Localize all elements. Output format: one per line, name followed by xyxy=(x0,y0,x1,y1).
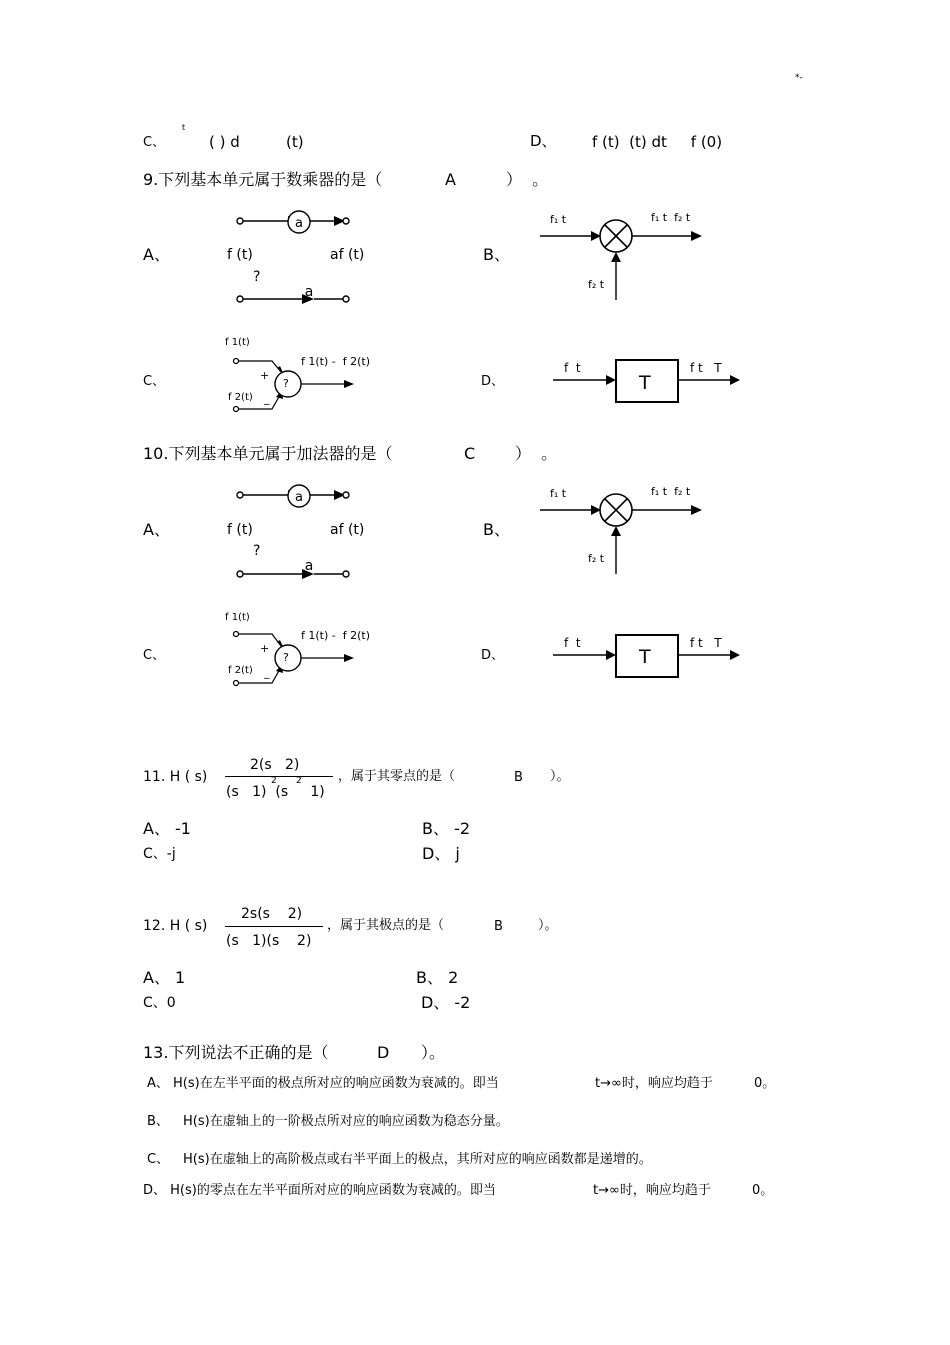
coef-label-2: a xyxy=(304,558,314,574)
q12-option-c: C、0 xyxy=(143,995,176,1011)
q13-option-c-label: C、 xyxy=(147,1152,170,1167)
q10-option-a-input: f (t) xyxy=(227,522,253,538)
q9-option-a-q: ? xyxy=(253,269,261,285)
q10-d-T: T xyxy=(639,646,651,668)
q10-b-f2: f₂ t xyxy=(588,552,605,565)
q10-option-b-label: B、 xyxy=(483,520,510,539)
q8-option-c-label: C、 xyxy=(143,135,166,150)
q10-answer: C xyxy=(464,444,476,463)
q9-option-d-label: D、 xyxy=(481,374,505,389)
q10-d-input: f t xyxy=(564,636,581,650)
q8-option-d-label: D、 xyxy=(530,132,557,150)
q11-suffix: ，属于其零点的是（ xyxy=(338,769,456,784)
q9-b-product: f₁ t f₂ t xyxy=(651,211,691,224)
q8-option-d-expr: f (t) (t) dt f (0) xyxy=(592,133,723,151)
coef-label: a xyxy=(295,216,303,231)
q10-c-f1: f 1(t) xyxy=(225,612,250,623)
q11-answer: B xyxy=(514,770,523,785)
q13-stem: 13.下列说法不正确的是（ xyxy=(143,1043,329,1062)
q11-close: ）。 xyxy=(550,769,570,784)
coef-label: a xyxy=(295,490,303,505)
q10-option-a-label: A、 xyxy=(143,520,170,539)
q10-c-f2: f 2(t) xyxy=(228,665,253,676)
q10-option-a-output: af (t) xyxy=(330,522,365,538)
q8-option-c-expr2: (t) xyxy=(286,133,304,151)
q9-option-a-output: af (t) xyxy=(330,247,365,263)
q10-option-d-label: D、 xyxy=(481,648,505,663)
q10-b-product: f₁ t f₂ t xyxy=(651,485,691,498)
q13-option-b: H(s)在虚轴上的一阶极点所对应的响应函数为稳态分量。 xyxy=(183,1114,509,1129)
q11-option-a: A、 -1 xyxy=(143,819,191,838)
q12-prefix: 12. H ( s) xyxy=(143,918,208,934)
q11-option-c: C、-j xyxy=(143,846,176,862)
q10-c-q: ? xyxy=(283,651,289,664)
q12-option-d: D、 -2 xyxy=(421,993,471,1012)
q8-option-c-expr: ( ) d xyxy=(209,133,240,151)
q9-answer: A xyxy=(445,170,456,189)
q9-option-a-label: A、 xyxy=(143,245,170,264)
q13-option-d-cont: t→∞时，响应均趋于 xyxy=(593,1183,711,1198)
q12-numerator: 2s(s 2) xyxy=(241,906,303,922)
q12-close: ）。 xyxy=(538,918,558,933)
q9-d-T: T xyxy=(639,372,651,394)
q12-option-a: A、 1 xyxy=(143,968,186,987)
q9-c-plus: + xyxy=(260,369,270,382)
q13-option-b-label: B、 xyxy=(147,1114,169,1129)
q9-option-a-input: f (t) xyxy=(227,247,253,263)
q11-fraction-bar xyxy=(225,776,333,777)
q10-stem: 10.下列基本单元属于加法器的是（ xyxy=(143,444,393,463)
q9-c-f1: f 1(t) xyxy=(225,337,250,348)
q13-answer: D xyxy=(377,1043,390,1062)
q9-d-input: f t xyxy=(564,361,581,375)
q13-option-d: D、 H(s)的零点在左半平面所对应的响应函数为衰减的。即当 xyxy=(143,1183,496,1198)
q11-sup1: 2 xyxy=(271,776,277,786)
q9-stem: 9.下列基本单元属于数乘器的是（ xyxy=(143,170,383,189)
q10-option-a-q: ? xyxy=(253,543,261,559)
q10-option-c-label: C、 xyxy=(143,648,166,663)
q12-suffix: ，属于其极点的是（ xyxy=(327,918,445,933)
q11-denominator: (s 1) (s 1) xyxy=(226,784,325,800)
q10-c-minus: _ xyxy=(264,666,270,679)
q9-close: ） 。 xyxy=(506,170,549,189)
q12-denominator: (s 1)(s 2) xyxy=(226,933,312,949)
q11-option-d: D、 j xyxy=(422,844,460,863)
q9-c-minus: _ xyxy=(264,392,270,405)
q9-c-f2: f 2(t) xyxy=(228,392,253,403)
q13-close: ）。 xyxy=(421,1043,446,1062)
q13-option-a-cont: t→∞时，响应均趋于 xyxy=(595,1076,713,1091)
q13-option-c: H(s)在虚轴上的高阶极点或右半平面上的极点，其所对应的响应函数都是递增的。 xyxy=(183,1152,652,1167)
q9-c-sum: f 1(t) - f 2(t) xyxy=(301,355,370,368)
q9-option-b-label: B、 xyxy=(483,245,510,264)
q9-d-output: f t T xyxy=(690,361,722,375)
q13-option-a-end: 0。 xyxy=(754,1076,776,1091)
q10-c-plus: + xyxy=(260,642,270,655)
coef-label-2: a xyxy=(304,284,314,300)
q10-d-output: f t T xyxy=(690,636,722,650)
q8-option-c-sup: t xyxy=(182,123,186,132)
q10-b-f1: f₁ t xyxy=(550,487,567,500)
q11-prefix: 11. H ( s) xyxy=(143,769,208,785)
q9-c-q: ? xyxy=(283,377,289,390)
q12-fraction-bar xyxy=(225,926,323,927)
q10-c-sum: f 1(t) - f 2(t) xyxy=(301,629,370,642)
q9-option-c-label: C、 xyxy=(143,374,166,389)
q13-option-d-end: 0。 xyxy=(752,1183,774,1198)
q12-answer: B xyxy=(494,919,503,934)
page-mark: *- xyxy=(795,73,803,83)
q11-sup2: 2 xyxy=(296,776,302,786)
q13-option-a: A、 H(s)在左半平面的极点所对应的响应函数为衰减的。即当 xyxy=(147,1076,499,1091)
q9-b-f2: f₂ t xyxy=(588,278,605,291)
q10-close: ） 。 xyxy=(515,444,558,463)
q11-option-b: B、 -2 xyxy=(422,819,471,838)
q11-numerator: 2(s 2) xyxy=(250,757,300,773)
q9-b-f1: f₁ t xyxy=(550,213,567,226)
q12-option-b: B、 2 xyxy=(416,968,459,987)
